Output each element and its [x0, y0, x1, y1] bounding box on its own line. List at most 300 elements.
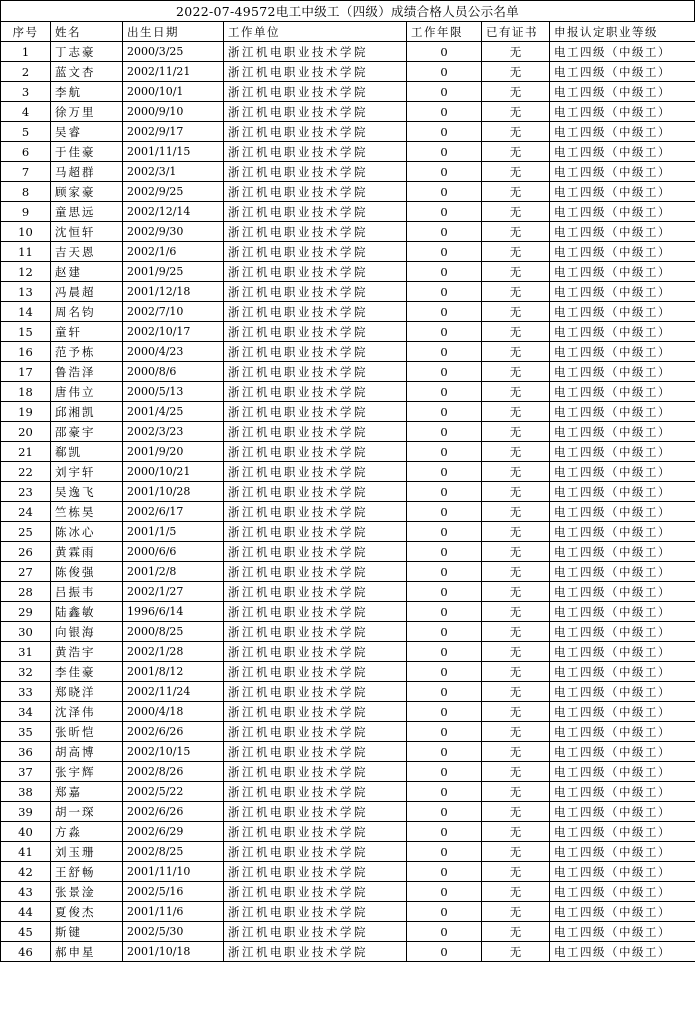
cell-birthdate: 2002/1/6: [123, 242, 224, 262]
cell-birthdate: 2002/3/1: [123, 162, 224, 182]
cell-employer: 浙江机电职业技术学院: [224, 642, 407, 662]
cell-name: 蓝文杏: [51, 62, 123, 82]
cell-level: 电工四级（中级工）: [550, 942, 695, 962]
cell-name: 黄浩宇: [51, 642, 123, 662]
cell-certificate: 无: [482, 42, 550, 62]
cell-work-years: 0: [407, 102, 482, 122]
cell-certificate: 无: [482, 882, 550, 902]
cell-certificate: 无: [482, 662, 550, 682]
table-row: [1, 242, 695, 262]
cell-birthdate: 2001/1/5: [123, 522, 224, 542]
cell-name: 斯键: [51, 922, 123, 942]
cell-employer: 浙江机电职业技术学院: [224, 522, 407, 542]
cell-work-years: 0: [407, 142, 482, 162]
table-row: [1, 82, 695, 102]
cell-work-years: 0: [407, 382, 482, 402]
cell-work-years: 0: [407, 882, 482, 902]
cell-name: 徐万里: [51, 102, 123, 122]
cell-birthdate: 2002/1/27: [123, 582, 224, 602]
cell-work-years: 0: [407, 182, 482, 202]
cell-birthdate: 2002/11/24: [123, 682, 224, 702]
cell-index: 9: [1, 202, 51, 222]
cell-level: 电工四级（中级工）: [550, 882, 695, 902]
cell-employer: 浙江机电职业技术学院: [224, 562, 407, 582]
cell-name: 童轩: [51, 322, 123, 342]
cell-employer: 浙江机电职业技术学院: [224, 462, 407, 482]
table-row: [1, 122, 695, 142]
column-header-work-years: 工作年限: [407, 22, 482, 42]
cell-name: 夏俊杰: [51, 902, 123, 922]
cell-name: 刘玉珊: [51, 842, 123, 862]
cell-birthdate: 2000/4/18: [123, 702, 224, 722]
cell-employer: 浙江机电职业技术学院: [224, 802, 407, 822]
cell-certificate: 无: [482, 102, 550, 122]
cell-index: 5: [1, 122, 51, 142]
table-row: [1, 302, 695, 322]
cell-name: 竺栋昊: [51, 502, 123, 522]
cell-name: 陈冰心: [51, 522, 123, 542]
cell-level: 电工四级（中级工）: [550, 382, 695, 402]
cell-employer: 浙江机电职业技术学院: [224, 682, 407, 702]
cell-birthdate: 2001/9/20: [123, 442, 224, 462]
cell-certificate: 无: [482, 122, 550, 142]
cell-level: 电工四级（中级工）: [550, 762, 695, 782]
table-row: [1, 62, 695, 82]
table-row: [1, 282, 695, 302]
cell-name: 郑晓洋: [51, 682, 123, 702]
cell-index: 46: [1, 942, 51, 962]
cell-level: 电工四级（中级工）: [550, 722, 695, 742]
cell-level: 电工四级（中级工）: [550, 622, 695, 642]
cell-index: 36: [1, 742, 51, 762]
table-row: [1, 622, 695, 642]
cell-index: 13: [1, 282, 51, 302]
cell-work-years: 0: [407, 302, 482, 322]
cell-birthdate: 2002/8/25: [123, 842, 224, 862]
cell-birthdate: 2000/5/13: [123, 382, 224, 402]
cell-work-years: 0: [407, 562, 482, 582]
table-row: [1, 182, 695, 202]
cell-index: 40: [1, 822, 51, 842]
cell-employer: 浙江机电职业技术学院: [224, 82, 407, 102]
cell-index: 20: [1, 422, 51, 442]
cell-index: 29: [1, 602, 51, 622]
cell-index: 7: [1, 162, 51, 182]
cell-name: 吴睿: [51, 122, 123, 142]
cell-certificate: 无: [482, 622, 550, 642]
table-row: [1, 542, 695, 562]
cell-name: 吕振韦: [51, 582, 123, 602]
cell-index: 6: [1, 142, 51, 162]
table-row: [1, 142, 695, 162]
table-row: [1, 942, 695, 962]
cell-index: 26: [1, 542, 51, 562]
roster-table: [0, 21, 695, 962]
cell-name: 张昕恺: [51, 722, 123, 742]
cell-certificate: 无: [482, 142, 550, 162]
cell-work-years: 0: [407, 782, 482, 802]
cell-index: 32: [1, 662, 51, 682]
cell-certificate: 无: [482, 462, 550, 482]
cell-birthdate: 2002/9/30: [123, 222, 224, 242]
cell-birthdate: 2002/5/16: [123, 882, 224, 902]
cell-certificate: 无: [482, 862, 550, 882]
cell-name: 于佳豪: [51, 142, 123, 162]
cell-index: 25: [1, 522, 51, 542]
cell-work-years: 0: [407, 82, 482, 102]
cell-work-years: 0: [407, 362, 482, 382]
cell-index: 31: [1, 642, 51, 662]
cell-index: 4: [1, 102, 51, 122]
cell-employer: 浙江机电职业技术学院: [224, 782, 407, 802]
cell-level: 电工四级（中级工）: [550, 222, 695, 242]
cell-level: 电工四级（中级工）: [550, 602, 695, 622]
cell-level: 电工四级（中级工）: [550, 562, 695, 582]
table-row: [1, 362, 695, 382]
cell-work-years: 0: [407, 822, 482, 842]
cell-work-years: 0: [407, 162, 482, 182]
cell-employer: 浙江机电职业技术学院: [224, 502, 407, 522]
cell-name: 赵建: [51, 262, 123, 282]
cell-birthdate: 2002/6/29: [123, 822, 224, 842]
cell-index: 30: [1, 622, 51, 642]
cell-level: 电工四级（中级工）: [550, 42, 695, 62]
cell-name: 马超群: [51, 162, 123, 182]
cell-level: 电工四级（中级工）: [550, 302, 695, 322]
cell-certificate: 无: [482, 542, 550, 562]
cell-birthdate: 2002/6/26: [123, 722, 224, 742]
cell-certificate: 无: [482, 582, 550, 602]
cell-level: 电工四级（中级工）: [550, 322, 695, 342]
cell-employer: 浙江机电职业技术学院: [224, 622, 407, 642]
cell-birthdate: 2000/6/6: [123, 542, 224, 562]
cell-level: 电工四级（中级工）: [550, 422, 695, 442]
table-row: [1, 602, 695, 622]
table-row: [1, 922, 695, 942]
table-row: [1, 722, 695, 742]
table-row: [1, 262, 695, 282]
table-row: [1, 422, 695, 442]
cell-employer: 浙江机电职业技术学院: [224, 302, 407, 322]
cell-birthdate: 2000/10/21: [123, 462, 224, 482]
cell-level: 电工四级（中级工）: [550, 462, 695, 482]
cell-birthdate: 2002/5/22: [123, 782, 224, 802]
cell-level: 电工四级（中级工）: [550, 922, 695, 942]
cell-certificate: 无: [482, 642, 550, 662]
cell-level: 电工四级（中级工）: [550, 102, 695, 122]
table-row: [1, 842, 695, 862]
column-header-level: 申报认定职业等级: [550, 22, 695, 42]
cell-work-years: 0: [407, 742, 482, 762]
cell-birthdate: 2002/3/23: [123, 422, 224, 442]
cell-employer: 浙江机电职业技术学院: [224, 202, 407, 222]
cell-work-years: 0: [407, 442, 482, 462]
cell-certificate: 无: [482, 342, 550, 362]
cell-employer: 浙江机电职业技术学院: [224, 922, 407, 942]
cell-index: 33: [1, 682, 51, 702]
cell-certificate: 无: [482, 62, 550, 82]
cell-index: 42: [1, 862, 51, 882]
cell-birthdate: 2001/8/12: [123, 662, 224, 682]
cell-name: 张景淦: [51, 882, 123, 902]
cell-level: 电工四级（中级工）: [550, 142, 695, 162]
cell-index: 44: [1, 902, 51, 922]
table-header-row: [1, 22, 695, 42]
cell-birthdate: 2000/8/25: [123, 622, 224, 642]
cell-name: 李航: [51, 82, 123, 102]
cell-name: 沈泽伟: [51, 702, 123, 722]
cell-name: 胡一琛: [51, 802, 123, 822]
cell-certificate: 无: [482, 562, 550, 582]
cell-certificate: 无: [482, 482, 550, 502]
cell-index: 15: [1, 322, 51, 342]
cell-name: 顾家豪: [51, 182, 123, 202]
cell-work-years: 0: [407, 862, 482, 882]
cell-employer: 浙江机电职业技术学院: [224, 102, 407, 122]
cell-employer: 浙江机电职业技术学院: [224, 882, 407, 902]
cell-employer: 浙江机电职业技术学院: [224, 242, 407, 262]
cell-certificate: 无: [482, 442, 550, 462]
column-header-certificate: 已有证书: [482, 22, 550, 42]
cell-level: 电工四级（中级工）: [550, 822, 695, 842]
cell-name: 向银海: [51, 622, 123, 642]
column-header-index: 序号: [1, 22, 51, 42]
cell-level: 电工四级（中级工）: [550, 842, 695, 862]
cell-employer: 浙江机电职业技术学院: [224, 842, 407, 862]
cell-certificate: 无: [482, 282, 550, 302]
cell-birthdate: 2002/9/25: [123, 182, 224, 202]
cell-work-years: 0: [407, 322, 482, 342]
cell-birthdate: 2002/12/14: [123, 202, 224, 222]
cell-work-years: 0: [407, 122, 482, 142]
cell-work-years: 0: [407, 342, 482, 362]
cell-employer: 浙江机电职业技术学院: [224, 282, 407, 302]
cell-birthdate: 2002/6/26: [123, 802, 224, 822]
cell-employer: 浙江机电职业技术学院: [224, 362, 407, 382]
cell-level: 电工四级（中级工）: [550, 802, 695, 822]
cell-employer: 浙江机电职业技术学院: [224, 542, 407, 562]
cell-certificate: 无: [482, 242, 550, 262]
cell-level: 电工四级（中级工）: [550, 642, 695, 662]
cell-employer: 浙江机电职业技术学院: [224, 122, 407, 142]
cell-certificate: 无: [482, 382, 550, 402]
cell-birthdate: 2001/11/15: [123, 142, 224, 162]
cell-work-years: 0: [407, 922, 482, 942]
cell-birthdate: 2002/1/28: [123, 642, 224, 662]
table-row: [1, 42, 695, 62]
cell-name: 方淼: [51, 822, 123, 842]
table-row: [1, 582, 695, 602]
cell-work-years: 0: [407, 202, 482, 222]
cell-birthdate: 2001/10/28: [123, 482, 224, 502]
cell-employer: 浙江机电职业技术学院: [224, 382, 407, 402]
cell-work-years: 0: [407, 282, 482, 302]
cell-work-years: 0: [407, 942, 482, 962]
cell-level: 电工四级（中级工）: [550, 262, 695, 282]
cell-employer: 浙江机电职业技术学院: [224, 162, 407, 182]
cell-work-years: 0: [407, 602, 482, 622]
cell-name: 唐伟立: [51, 382, 123, 402]
cell-index: 2: [1, 62, 51, 82]
cell-work-years: 0: [407, 762, 482, 782]
cell-employer: 浙江机电职业技术学院: [224, 402, 407, 422]
table-row: [1, 502, 695, 522]
cell-index: 34: [1, 702, 51, 722]
table-row: [1, 342, 695, 362]
cell-name: 范予栋: [51, 342, 123, 362]
cell-certificate: 无: [482, 702, 550, 722]
cell-index: 11: [1, 242, 51, 262]
table-row: [1, 742, 695, 762]
cell-birthdate: 2002/6/17: [123, 502, 224, 522]
cell-name: 吉天恩: [51, 242, 123, 262]
cell-certificate: 无: [482, 322, 550, 342]
column-header-birthdate: 出生日期: [123, 22, 224, 42]
table-row: [1, 162, 695, 182]
cell-level: 电工四级（中级工）: [550, 62, 695, 82]
table-row: [1, 782, 695, 802]
table-row: [1, 862, 695, 882]
cell-index: 35: [1, 722, 51, 742]
cell-level: 电工四级（中级工）: [550, 702, 695, 722]
cell-index: 45: [1, 922, 51, 942]
cell-name: 冯晨超: [51, 282, 123, 302]
cell-level: 电工四级（中级工）: [550, 902, 695, 922]
cell-name: 邱湘凯: [51, 402, 123, 422]
cell-certificate: 无: [482, 182, 550, 202]
cell-employer: 浙江机电职业技术学院: [224, 902, 407, 922]
cell-work-years: 0: [407, 502, 482, 522]
cell-birthdate: 2001/11/10: [123, 862, 224, 882]
cell-birthdate: 2002/11/21: [123, 62, 224, 82]
cell-birthdate: 2000/10/1: [123, 82, 224, 102]
cell-work-years: 0: [407, 262, 482, 282]
table-row: [1, 762, 695, 782]
cell-work-years: 0: [407, 42, 482, 62]
cell-name: 陆鑫敏: [51, 602, 123, 622]
cell-employer: 浙江机电职业技术学院: [224, 62, 407, 82]
cell-level: 电工四级（中级工）: [550, 182, 695, 202]
cell-certificate: 无: [482, 222, 550, 242]
cell-level: 电工四级（中级工）: [550, 442, 695, 462]
cell-index: 24: [1, 502, 51, 522]
cell-level: 电工四级（中级工）: [550, 282, 695, 302]
table-row: [1, 702, 695, 722]
table-row: [1, 682, 695, 702]
cell-level: 电工四级（中级工）: [550, 482, 695, 502]
cell-birthdate: 2001/11/6: [123, 902, 224, 922]
cell-work-years: 0: [407, 702, 482, 722]
column-header-employer: 工作单位: [224, 22, 407, 42]
table-row: [1, 902, 695, 922]
cell-work-years: 0: [407, 902, 482, 922]
cell-index: 19: [1, 402, 51, 422]
cell-employer: 浙江机电职业技术学院: [224, 582, 407, 602]
cell-work-years: 0: [407, 462, 482, 482]
cell-certificate: 无: [482, 682, 550, 702]
cell-birthdate: 2000/4/23: [123, 342, 224, 362]
cell-name: 陈俊强: [51, 562, 123, 582]
cell-work-years: 0: [407, 662, 482, 682]
cell-work-years: 0: [407, 802, 482, 822]
cell-work-years: 0: [407, 482, 482, 502]
cell-employer: 浙江机电职业技术学院: [224, 442, 407, 462]
table-row: [1, 102, 695, 122]
cell-birthdate: 1996/6/14: [123, 602, 224, 622]
cell-employer: 浙江机电职业技术学院: [224, 482, 407, 502]
cell-birthdate: 2002/10/17: [123, 322, 224, 342]
cell-work-years: 0: [407, 682, 482, 702]
cell-birthdate: 2001/2/8: [123, 562, 224, 582]
cell-certificate: 无: [482, 782, 550, 802]
cell-level: 电工四级（中级工）: [550, 862, 695, 882]
cell-index: 17: [1, 362, 51, 382]
cell-name: 沈恒轩: [51, 222, 123, 242]
table-row: [1, 642, 695, 662]
cell-index: 21: [1, 442, 51, 462]
cell-certificate: 无: [482, 422, 550, 442]
cell-employer: 浙江机电职业技术学院: [224, 862, 407, 882]
cell-birthdate: 2001/12/18: [123, 282, 224, 302]
table-row: [1, 662, 695, 682]
cell-employer: 浙江机电职业技术学院: [224, 422, 407, 442]
cell-birthdate: 2002/10/15: [123, 742, 224, 762]
cell-certificate: 无: [482, 922, 550, 942]
column-header-name: 姓名: [51, 22, 123, 42]
cell-certificate: 无: [482, 502, 550, 522]
cell-certificate: 无: [482, 902, 550, 922]
cell-certificate: 无: [482, 802, 550, 822]
cell-employer: 浙江机电职业技术学院: [224, 722, 407, 742]
cell-index: 39: [1, 802, 51, 822]
table-row: [1, 322, 695, 342]
cell-name: 李佳豪: [51, 662, 123, 682]
cell-certificate: 无: [482, 602, 550, 622]
cell-certificate: 无: [482, 82, 550, 102]
cell-level: 电工四级（中级工）: [550, 242, 695, 262]
cell-index: 3: [1, 82, 51, 102]
cell-name: 张宇辉: [51, 762, 123, 782]
cell-index: 37: [1, 762, 51, 782]
cell-birthdate: 2001/4/25: [123, 402, 224, 422]
cell-index: 14: [1, 302, 51, 322]
table-row: [1, 382, 695, 402]
cell-employer: 浙江机电职业技术学院: [224, 322, 407, 342]
cell-birthdate: 2001/9/25: [123, 262, 224, 282]
cell-birthdate: 2000/9/10: [123, 102, 224, 122]
cell-certificate: 无: [482, 842, 550, 862]
table-row: [1, 522, 695, 542]
cell-level: 电工四级（中级工）: [550, 122, 695, 142]
cell-level: 电工四级（中级工）: [550, 542, 695, 562]
cell-certificate: 无: [482, 262, 550, 282]
cell-employer: 浙江机电职业技术学院: [224, 702, 407, 722]
cell-name: 郗凯: [51, 442, 123, 462]
cell-name: 王舒畅: [51, 862, 123, 882]
cell-level: 电工四级（中级工）: [550, 502, 695, 522]
cell-index: 41: [1, 842, 51, 862]
cell-certificate: 无: [482, 162, 550, 182]
cell-level: 电工四级（中级工）: [550, 162, 695, 182]
cell-certificate: 无: [482, 762, 550, 782]
cell-work-years: 0: [407, 422, 482, 442]
cell-name: 黄霖雨: [51, 542, 123, 562]
cell-index: 16: [1, 342, 51, 362]
cell-birthdate: 2002/9/17: [123, 122, 224, 142]
cell-work-years: 0: [407, 542, 482, 562]
cell-name: 郝申星: [51, 942, 123, 962]
table-row: [1, 442, 695, 462]
